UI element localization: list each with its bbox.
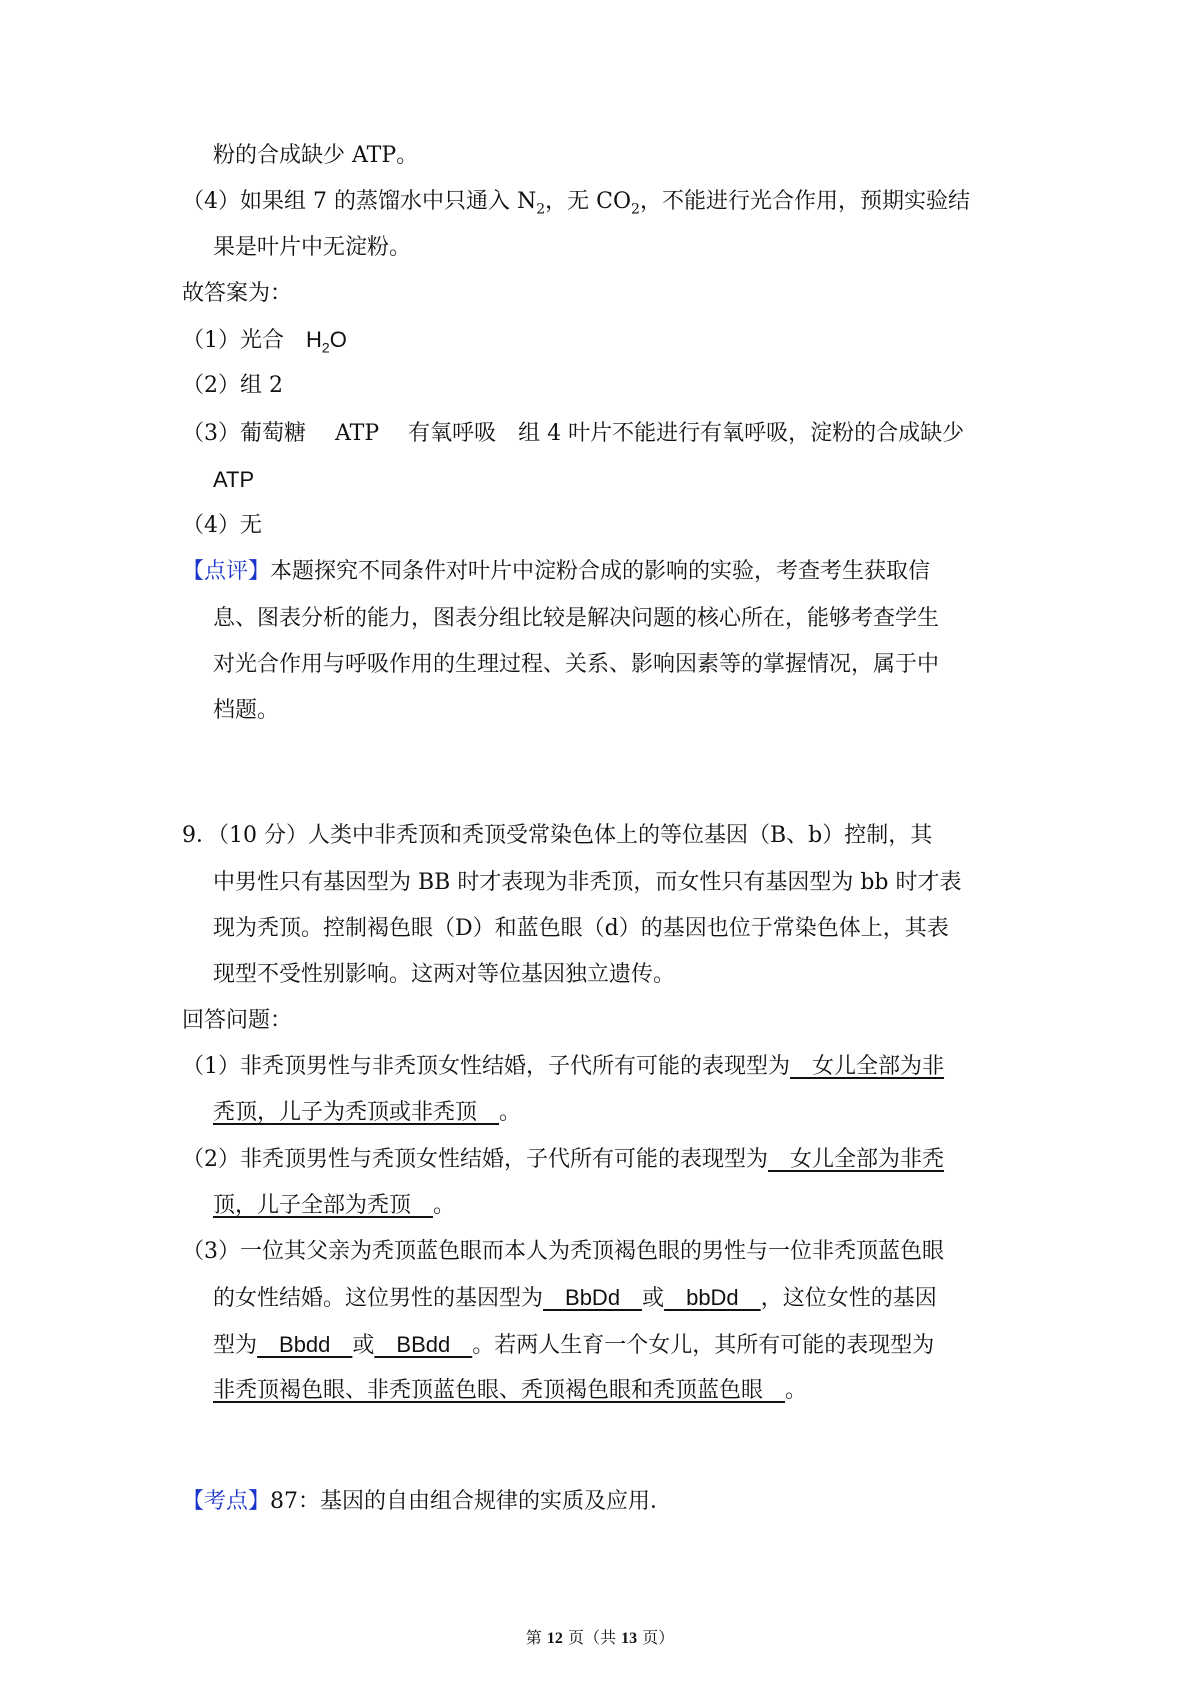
answer-blank: 非秃顶褐色眼、非秃顶蓝色眼、秃顶褐色眼和秃顶蓝色眼	[213, 1378, 786, 1403]
question-9-prompt: 回答问题：	[182, 1008, 293, 1033]
q9-part-1-line-2: 秃顶，儿子为秃顶或非秃顶 。	[213, 1100, 522, 1125]
answer-blank: Bbdd	[257, 1332, 353, 1357]
answer-3-line-2: ATP	[213, 467, 255, 492]
answer-blank: bbDd	[664, 1285, 761, 1310]
answer-blank: 女儿全部为非秃	[768, 1147, 945, 1172]
answer-blank: 女儿全部为非	[790, 1054, 945, 1079]
q9-part-2-line-1: （2）非秃顶男性与秃顶女性结婚，子代所有可能的表现型为 女儿全部为非秃	[182, 1147, 945, 1172]
answer-4: （4）无	[182, 513, 262, 538]
q9-part-3-line-4: 非秃顶褐色眼、非秃顶蓝色眼、秃顶褐色眼和秃顶蓝色眼 。	[213, 1378, 808, 1403]
page-number: 12	[546, 1630, 563, 1647]
continuation-line: 粉的合成缺少 ATP。	[213, 143, 419, 168]
q9-part-3-line-1: （3）一位其父亲为秃顶蓝色眼而本人为秃顶褐色眼的男性与一位非秃顶蓝色眼	[182, 1239, 944, 1264]
q9-part-3-line-2: 的女性结婚。这位男性的基因型为 BbDd 或 bbDd ，这位女性的基因	[213, 1285, 937, 1311]
q-part-4-line-2: 果是叶片中无淀粉。	[213, 235, 412, 260]
answer-1: （1）光合 $H_2O$	[182, 327, 347, 356]
q9-part-2-line-2: 顶，儿子全部为秃顶 。	[213, 1193, 456, 1218]
answer-heading: 故答案为：	[182, 281, 293, 306]
question-9-line-1: 9．（10 分）人类中非秃顶和秃顶受常染色体上的等位基因（B、b）控制，其	[182, 823, 933, 848]
answer-2: （2）组 2	[182, 373, 283, 398]
comment-line-1: 【点评】本题探究不同条件对叶片中淀粉合成的影响的实验，考查考生获取信	[182, 559, 931, 584]
comment-line-4: 档题。	[213, 698, 280, 723]
q9-part-3-line-3: 型为 Bbdd 或 BBdd 。若两人生育一个女儿，其所有可能的表现型为	[213, 1332, 935, 1358]
question-9-line-3: 现为秃顶。控制褐色眼（D）和蓝色眼（d）的基因也位于常染色体上，其表	[213, 916, 949, 941]
answer-blank: 顶，儿子全部为秃顶	[213, 1193, 434, 1218]
comment-label: 【点评】	[182, 559, 271, 584]
page-footer: 第 12 页（共 13 页）	[525, 1628, 675, 1647]
kaodian-line: 【考点】87：基因的自由组合规律的实质及应用．	[182, 1489, 673, 1514]
q-part-4-line-1: （4）如果组 7 的蒸馏水中只通入 $N_2$，无 $CO_2$，不能进行光合作用，预期实验结	[182, 189, 970, 218]
q9-part-1-line-1: （1）非秃顶男性与非秃顶女性结婚，子代所有可能的表现型为 女儿全部为非	[182, 1054, 945, 1079]
answer-3-line-1: （3）葡萄糖 ATP 有氧呼吸 组 4 叶片不能进行有氧呼吸，淀粉的合成缺少	[182, 421, 965, 446]
question-9-line-4: 现型不受性别影响。这两对等位基因独立遗传。	[213, 962, 676, 987]
comment-line-3: 对光合作用与呼吸作用的生理过程、关系、影响因素等的掌握情况，属于中	[213, 652, 940, 677]
answer-blank: 秃顶，儿子为秃顶或非秃顶	[213, 1100, 500, 1125]
comment-line-2: 息、图表分析的能力，图表分组比较是解决问题的核心所在，能够考查学生	[213, 606, 940, 631]
answer-blank: BbDd	[543, 1285, 643, 1310]
kaodian-label: 【考点】	[182, 1489, 271, 1514]
answer-blank: BBdd	[374, 1332, 473, 1357]
page-total: 13	[621, 1630, 638, 1647]
question-9-line-2: 中男性只有基因型为 BB 时才表现为非秃顶，而女性只有基因型为 bb 时才表	[213, 870, 962, 895]
